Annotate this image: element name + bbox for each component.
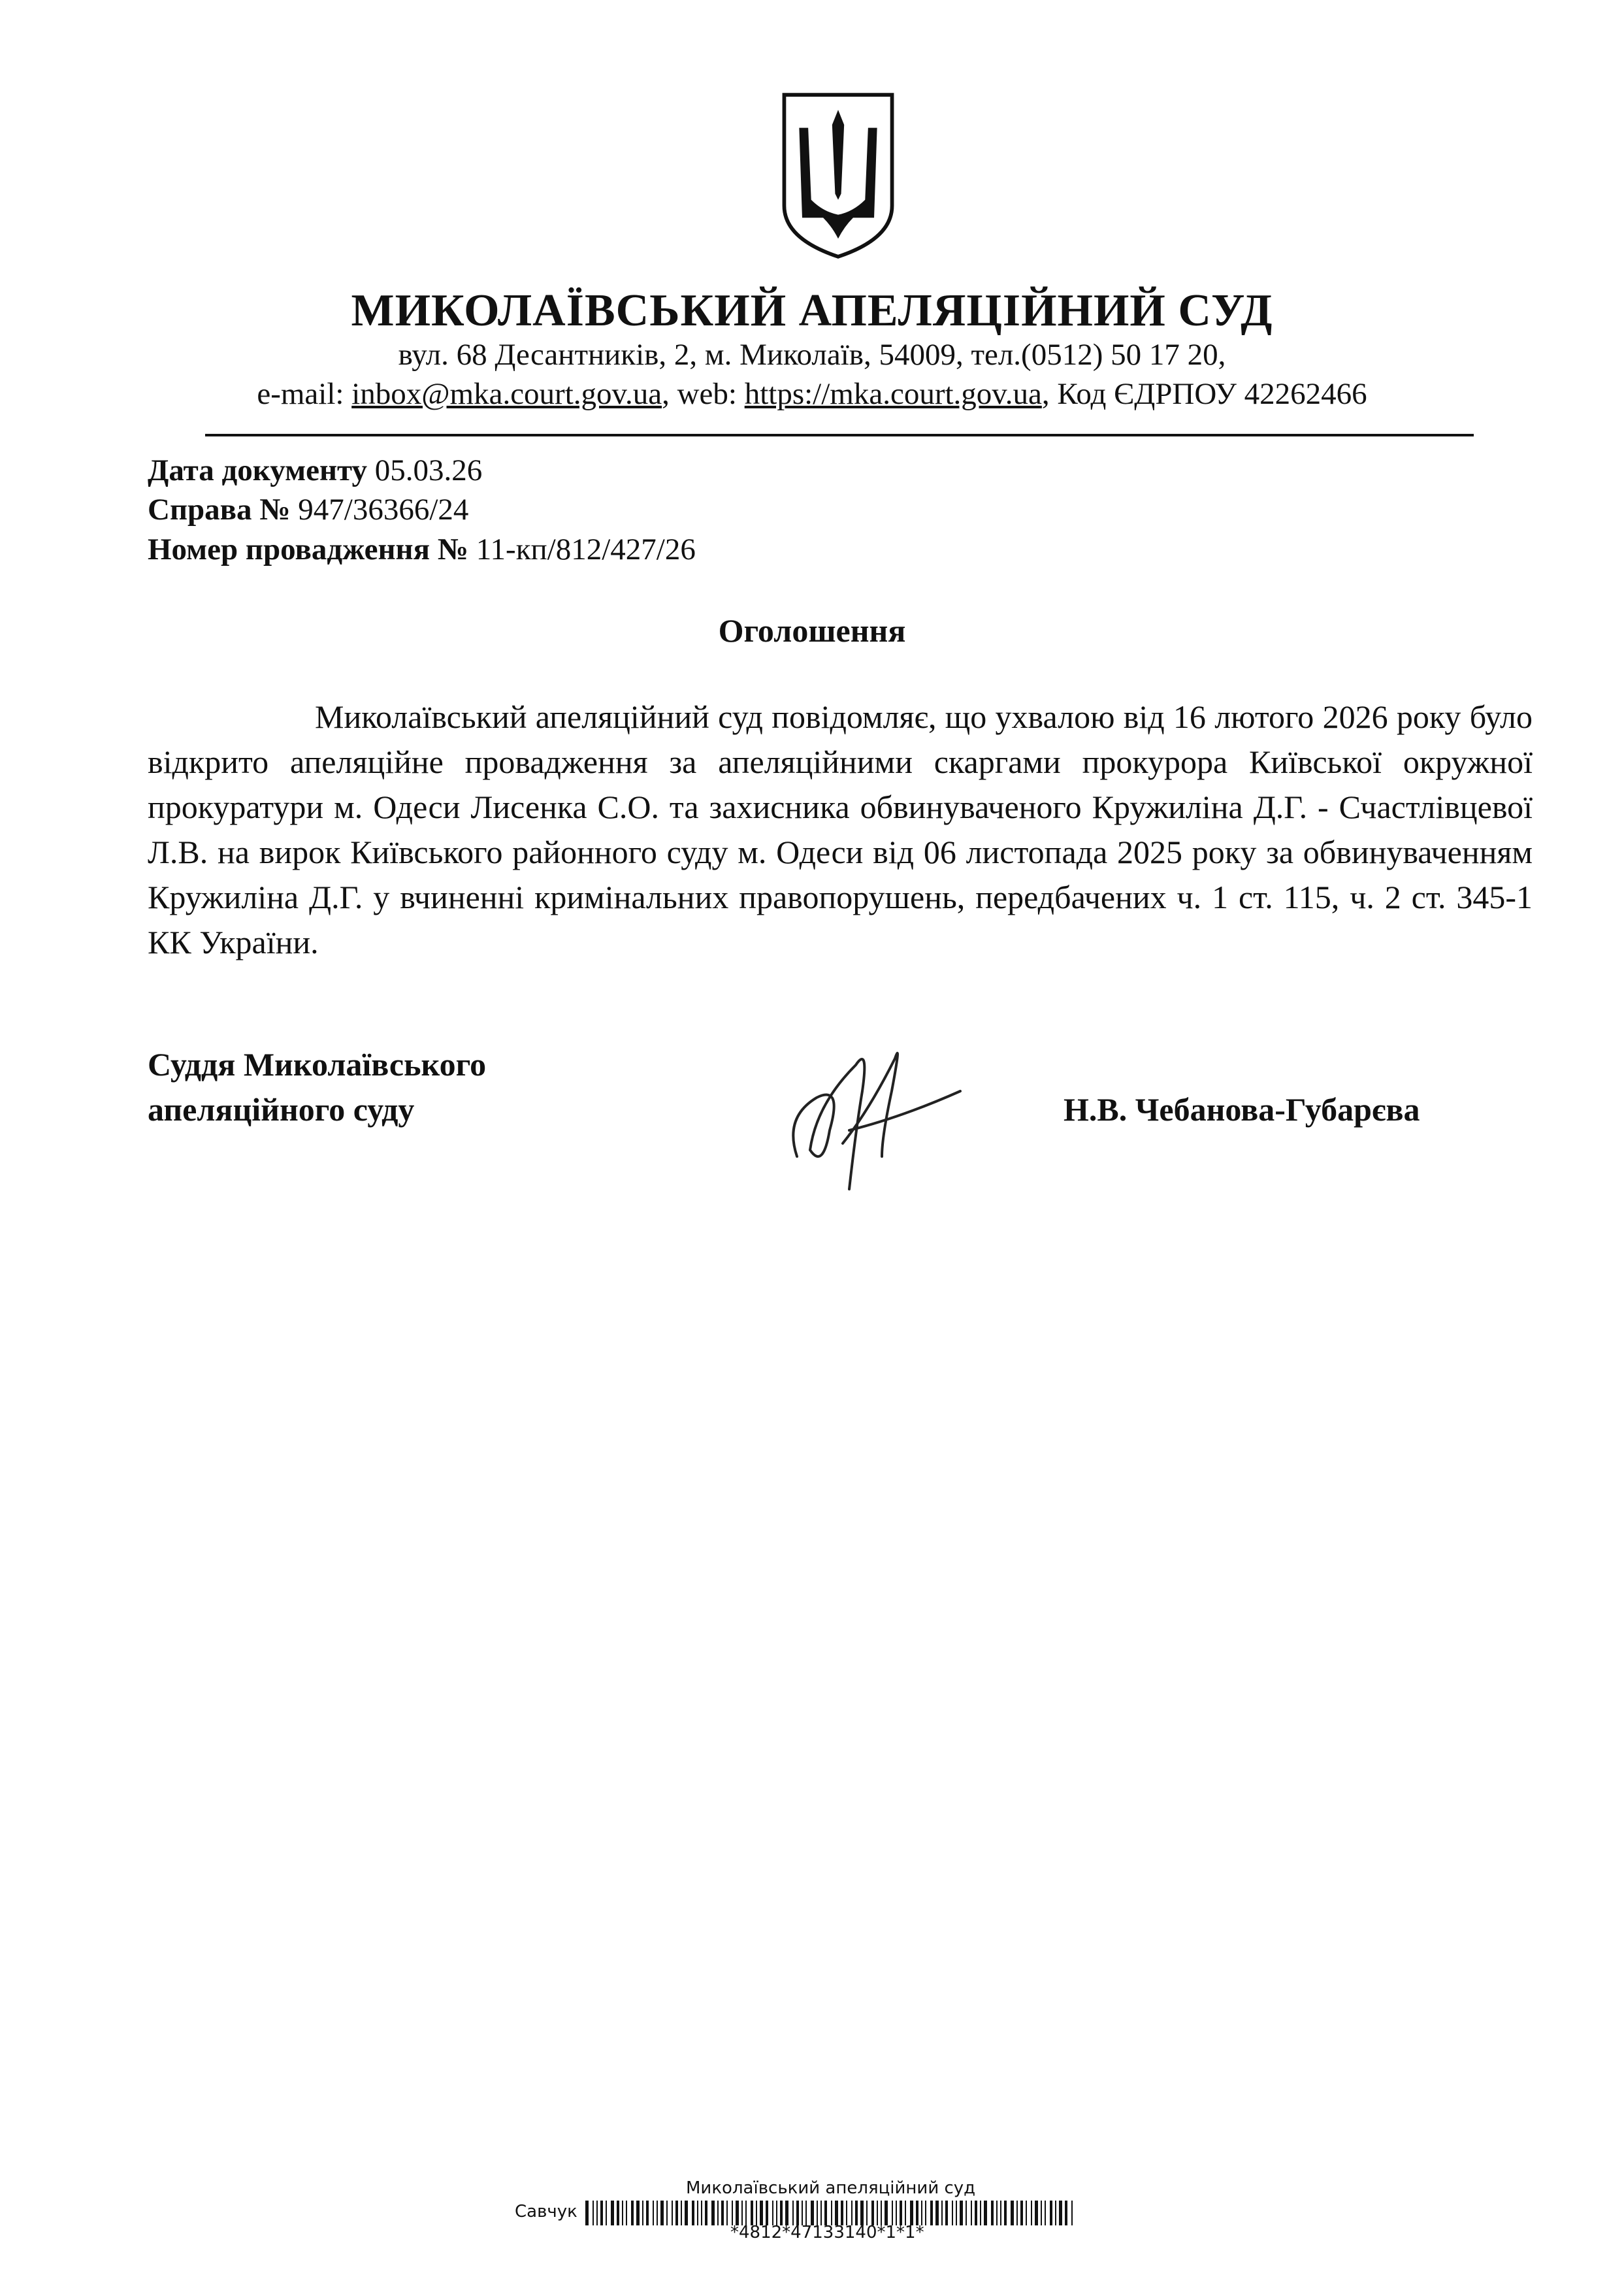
barcode-bar — [991, 2201, 994, 2225]
barcode — [585, 2201, 1078, 2225]
barcode-bar — [666, 2201, 668, 2225]
barcode-bar — [1041, 2201, 1042, 2225]
case-number — [148, 492, 468, 527]
barcode-bar — [772, 2201, 773, 2225]
barcode-bar — [984, 2201, 987, 2225]
barcode-bar — [960, 2201, 963, 2225]
barcode-bar — [657, 2201, 658, 2225]
email-label: e-mail: — [257, 377, 352, 411]
barcode-bar — [692, 2201, 694, 2225]
edrpou-code: , Код ЄДРПОУ 42262466 — [1041, 377, 1367, 411]
barcode-bar — [776, 2201, 777, 2225]
barcode-bar — [701, 2201, 702, 2225]
barcode-bar — [726, 2201, 728, 2225]
barcode-bar — [685, 2201, 688, 2225]
barcode-bar — [585, 2201, 589, 2225]
barcode-bar — [835, 2201, 838, 2225]
barcode-operator: Савчук — [515, 2202, 577, 2221]
barcode-bar — [796, 2201, 799, 2225]
barcode-bar — [820, 2201, 822, 2225]
barcode-bar — [611, 2201, 614, 2225]
barcode-bar — [952, 2201, 953, 2225]
barcode-bar — [980, 2201, 981, 2225]
barcode-bar — [1004, 2201, 1007, 2225]
barcode-bar — [851, 2201, 853, 2225]
barcode-bar — [802, 2201, 803, 2225]
barcode-bar — [1026, 2201, 1027, 2225]
barcode-bar — [622, 2201, 623, 2225]
barcode-bar — [925, 2201, 926, 2225]
barcode-bar — [1071, 2201, 1073, 2225]
barcode-bar — [756, 2201, 757, 2225]
barcode-bar — [736, 2201, 739, 2225]
barcode-bar — [697, 2201, 698, 2225]
barcode-bar — [846, 2201, 847, 2225]
date-label: Дата документу — [148, 453, 368, 487]
barcode-bar — [841, 2201, 843, 2225]
header-divider — [205, 434, 1474, 436]
barcode-bar — [1055, 2201, 1056, 2225]
barcode-bar — [860, 2201, 864, 2225]
barcode-bar — [672, 2201, 673, 2225]
barcode-bar — [745, 2201, 747, 2225]
barcode-bar — [900, 2201, 902, 2225]
email-link[interactable]: inbox@mka.court.gov.ua — [351, 377, 662, 411]
ukraine-trident-icon — [777, 89, 899, 263]
signer-position-line1: Суддя Миколаївського — [148, 1046, 487, 1083]
barcode-bar — [1059, 2201, 1062, 2225]
barcode-bar — [930, 2201, 933, 2225]
barcode-bar — [805, 2201, 807, 2225]
barcode-bar — [871, 2201, 874, 2225]
barcode-bar — [956, 2201, 957, 2225]
barcode-bar — [935, 2201, 939, 2225]
barcode-bar — [1045, 2201, 1046, 2225]
barcode-bar — [1020, 2201, 1023, 2225]
barcode-bar — [751, 2201, 753, 2225]
barcode-bar — [811, 2201, 814, 2225]
barcode-bar — [675, 2201, 678, 2225]
barcode-bar — [855, 2201, 858, 2225]
barcode-bar — [760, 2201, 763, 2225]
barcode-bar — [653, 2201, 654, 2225]
barcode-bar — [646, 2201, 649, 2225]
barcode-title: Миколаївський апеляційний суд — [686, 2178, 976, 2198]
barcode-bar — [780, 2201, 783, 2225]
barcode-bar — [941, 2201, 943, 2225]
barcode-bar — [606, 2201, 607, 2225]
barcode-bar — [681, 2201, 682, 2225]
court-address: вул. 68 Десантників, 2, м. Миколаїв, 54009, тел.(0512) 50 17 20, — [398, 338, 1226, 372]
barcode-bar — [717, 2201, 719, 2225]
barcode-bar — [1050, 2201, 1052, 2225]
barcode-bar — [1000, 2201, 1001, 2225]
barcode-bar — [975, 2201, 977, 2225]
barcode-bar — [910, 2201, 913, 2225]
signer-name: Н.В. Чебанова-Губарєва — [1064, 1091, 1420, 1128]
barcode-bar — [921, 2201, 922, 2225]
barcode-bar — [824, 2201, 827, 2225]
barcode-bar — [593, 2201, 594, 2225]
web-label: , web: — [662, 377, 745, 411]
court-title: МИКОЛАЇВСЬКИЙ АПЕЛЯЦІЙНИЙ СУД — [351, 286, 1273, 336]
barcode-bar — [631, 2201, 634, 2225]
case-label: Справа № — [148, 493, 291, 527]
barcode-bar — [1035, 2201, 1038, 2225]
barcode-bar — [996, 2201, 998, 2225]
barcode-code: *4812*47133140*1*1* — [730, 2223, 924, 2242]
barcode-bar — [831, 2201, 832, 2225]
barcode-bar — [721, 2201, 724, 2225]
document-date — [148, 453, 482, 488]
barcode-bar — [892, 2201, 893, 2225]
proceeding-number — [148, 532, 696, 567]
barcode-bar — [877, 2201, 878, 2225]
court-contacts — [0, 376, 1624, 412]
barcode-bar — [1031, 2201, 1032, 2225]
barcode-bar — [885, 2201, 888, 2225]
barcode-bar — [596, 2201, 598, 2225]
proceeding-label: Номер провадження № — [148, 533, 469, 566]
barcode-bar — [792, 2201, 794, 2225]
barcode-bar — [705, 2201, 707, 2225]
barcode-bar — [660, 2201, 664, 2225]
barcode-bar — [1065, 2201, 1067, 2225]
barcode-bar — [642, 2201, 643, 2225]
barcode-bar — [626, 2201, 627, 2225]
barcode-bar — [966, 2201, 967, 2225]
barcode-bar — [766, 2201, 768, 2225]
barcode-bar — [785, 2201, 788, 2225]
barcode-bar — [916, 2201, 918, 2225]
web-link[interactable]: https://mka.court.gov.ua — [744, 377, 1042, 411]
case-value: 947/36366/24 — [290, 493, 469, 527]
barcode-bar — [1016, 2201, 1018, 2225]
proceeding-value: 11-кп/812/427/26 — [468, 533, 696, 566]
barcode-bar — [636, 2201, 640, 2225]
barcode-bar — [905, 2201, 906, 2225]
barcode-bar — [617, 2201, 619, 2225]
barcode-bar — [881, 2201, 882, 2225]
barcode-bar — [711, 2201, 715, 2225]
handwritten-signature — [771, 1019, 967, 1209]
barcode-bar — [945, 2201, 948, 2225]
barcode-bar — [1011, 2201, 1014, 2225]
barcode-bar — [741, 2201, 743, 2225]
barcode-bar — [732, 2201, 733, 2225]
barcode-bar — [817, 2201, 818, 2225]
announcement-body: Миколаївський апеляційний суд повідомляє, що ухвалою від 16 лютого 2026 року було відкрито апеляційне провадження за апеляційними скаргами прокурора Київської окружної прокуратури м. Одеси Лисенка С.О. та захисника обвинуваченого Кружиліна Д.Г. - Счастлівцевої Л.В. на вирок Київського районного суду м. Одеси від 06 листопада 2025 року за обвинуваченням Кружиліна Д.Г. у вчиненні кримінальних правопорушень, передбачених ч. 1 ст. 115, ч. 2 ст. 345-1 КК України. — [148, 698, 1533, 960]
date-value: 05.03.26 — [367, 453, 483, 487]
barcode-bar — [896, 2201, 897, 2225]
announcement-heading: Оголошення — [718, 612, 906, 649]
barcode-bar — [971, 2201, 972, 2225]
signer-position-line2: апеляційного суду — [148, 1091, 415, 1128]
barcode-bar — [866, 2201, 868, 2225]
barcode-bar — [600, 2201, 603, 2225]
